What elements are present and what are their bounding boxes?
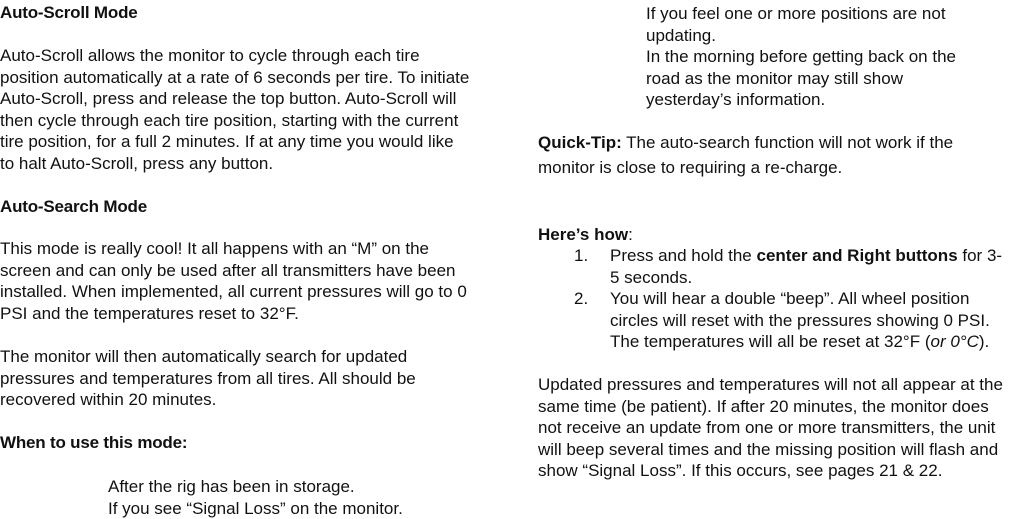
step-text: You will hear a double “beep”. All wheel position circles will reset with the pressures showing 0 PSI. The temperatures will all be reset at 32°F (: [610, 289, 990, 351]
closing-paragraph: Updated pressures and temperatures will not all appear at the same time (be patient). If after 20 minutes, the monitor does not receive an update from one or more transmitters, the unit will beep several times and the missing position will flash and show “Signal Loss”. If this occurs, see pages 21 & 22.: [538, 375, 1003, 480]
heres-how-colon: :: [628, 225, 633, 244]
quick-tip-label: Quick-Tip:: [538, 133, 622, 152]
step-bold-text: center and Right buttons: [756, 246, 958, 265]
auto-search-heading: Auto-Search Mode: [0, 197, 147, 216]
quick-tip: [538, 130, 988, 180]
list-item: If you feel one or more positions are not updating.: [646, 4, 946, 45]
step-number: 2.: [574, 289, 589, 308]
list-item: In the morning before getting back on the road as the monitor may still show yesterday’s information.: [646, 47, 956, 109]
step-italic-text: or 0°C: [930, 332, 979, 351]
list-item: If you see “Signal Loss” on the monitor.: [108, 498, 403, 518]
step-item: [538, 288, 1010, 353]
when-to-use-list-continued: [646, 3, 976, 111]
auto-scroll-body: Auto-Scroll allows the monitor to cycle through each tire position automatically at a rate of 6 seconds per tire. To initiate Auto-Scroll, press and release the top button. Auto-Scroll will then cycle through each tire position, starting with the current tire position, for a full 2 minutes. If at any time you would like to halt Auto-Scroll, press any button.: [0, 46, 470, 173]
auto-scroll-heading: Auto-Scroll Mode: [0, 3, 138, 22]
step-text: Press and hold the: [610, 246, 757, 265]
auto-search-paragraph-2: The monitor will then automatically search for updated pressures and temperatures from all tires. All should be recovered within 20 minutes.: [0, 347, 416, 409]
step-text: for 3- 5 seconds.: [610, 246, 1003, 287]
quick-tip-text: The auto-search function will not work if the monitor is close to requiring a re-charge.: [538, 133, 954, 177]
step-item: [538, 245, 1010, 288]
steps-list: [538, 245, 1010, 353]
when-to-use-heading: When to use this mode:: [0, 433, 188, 452]
heres-how-label: Here’s how: [538, 225, 629, 244]
step-text: ).: [978, 332, 990, 351]
heres-how-heading: [538, 224, 633, 246]
auto-search-paragraph-1: This mode is really cool! It all happens with an “M” on the screen and can only be used after all transmitters have been installed. When implemented, all current pressures will go to 0 PSI and the temperatures reset to 32°F.: [0, 239, 467, 323]
step-number: 1.: [574, 246, 589, 265]
when-to-use-list: [108, 476, 478, 519]
list-item: After the rig has been in storage.: [108, 477, 355, 496]
